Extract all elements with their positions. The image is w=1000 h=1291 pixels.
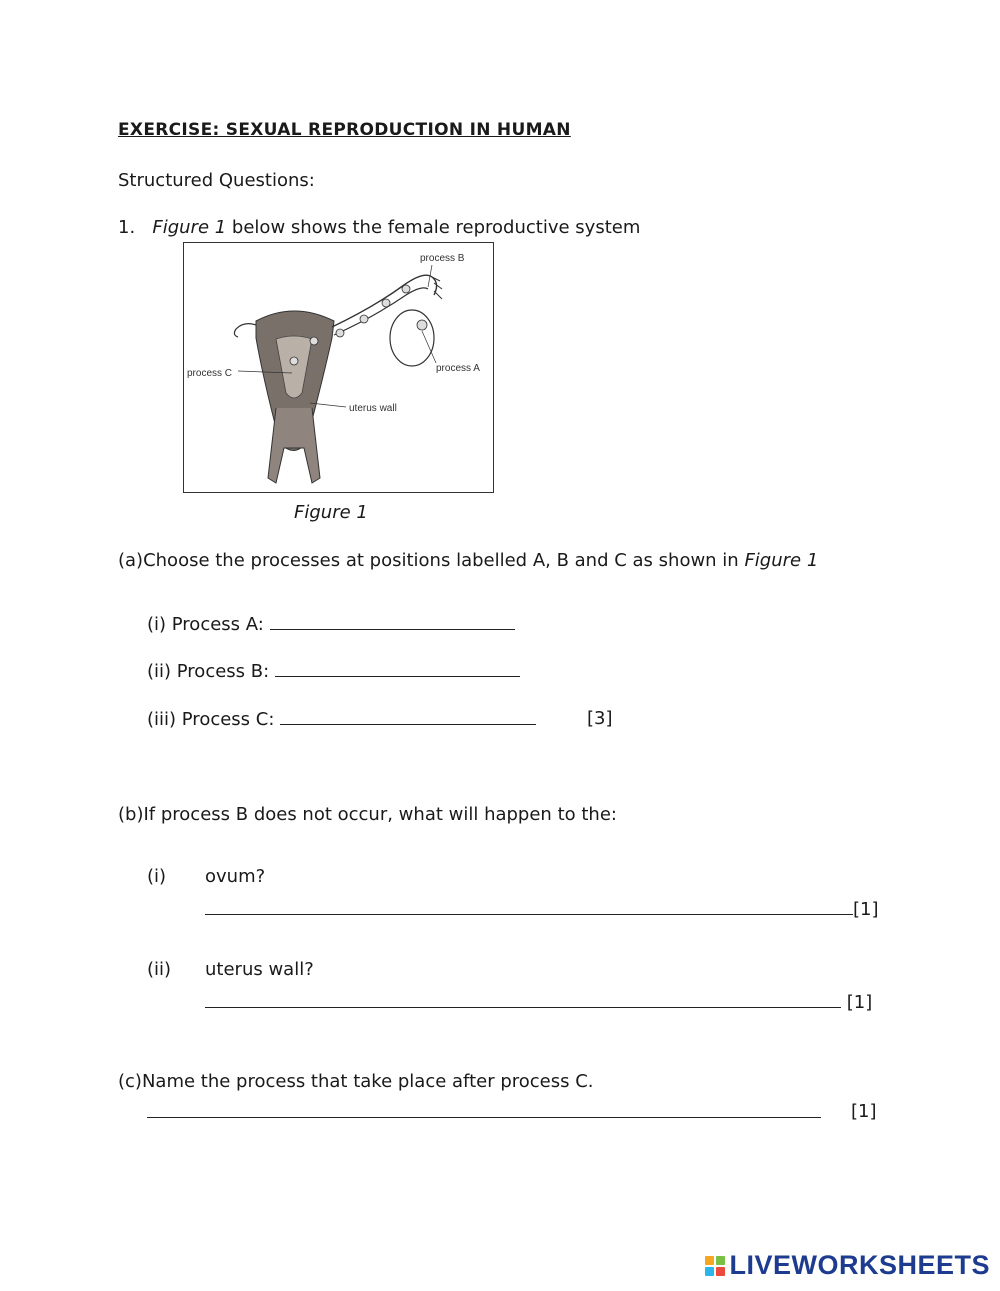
worksheet-title: EXERCISE: SEXUAL REPRODUCTION IN HUMAN xyxy=(118,120,571,140)
logo-cube xyxy=(716,1256,725,1265)
part-a-figure-ref: Figure 1 xyxy=(744,550,819,571)
process-b-answer-blank[interactable] xyxy=(275,660,520,677)
part-c-answer-blank[interactable] xyxy=(147,1101,821,1118)
part-b-item-ii-num: (ii) xyxy=(147,959,172,980)
part-a-text: Choose the processes at positions labelled A, B and C as shown in xyxy=(143,550,745,571)
part-a-item-i xyxy=(147,613,515,635)
part-b-item-i-text: ovum? xyxy=(205,866,266,887)
left-fallopian-tube xyxy=(234,324,256,337)
part-c-label: (c) xyxy=(118,1071,142,1092)
label-process-b: process B xyxy=(420,253,465,264)
process-c-label: (iii) Process C: xyxy=(147,709,275,730)
part-a-item-iii xyxy=(147,708,536,730)
ovum-marks: [1] xyxy=(853,899,879,920)
brand-name: LIVEWORKSHEETS xyxy=(729,1250,990,1280)
logo-cube xyxy=(705,1256,714,1265)
label-process-c: process C xyxy=(187,368,233,379)
part-c-marks: [1] xyxy=(851,1101,877,1122)
process-a-label: (i) Process A: xyxy=(147,614,264,635)
part-b-item-ii-answer xyxy=(205,991,872,1013)
question-1-intro xyxy=(118,217,640,238)
part-a-item-ii xyxy=(147,660,520,682)
logo-cube xyxy=(705,1267,714,1276)
part-a-marks: [3] xyxy=(587,708,613,729)
ovary xyxy=(390,310,434,366)
label-uterus-wall: uterus wall xyxy=(349,403,397,414)
figure-1-diagram xyxy=(183,242,494,493)
vagina-shape xyxy=(268,408,320,483)
part-b-item-ii-text: uterus wall? xyxy=(205,959,314,980)
intro-text: below shows the female reproductive system xyxy=(226,217,641,238)
logo-cube xyxy=(716,1267,725,1276)
process-c-answer-blank[interactable] xyxy=(280,708,536,725)
part-a-question xyxy=(118,550,818,571)
process-a-answer-blank[interactable] xyxy=(270,613,515,630)
part-b-label: (b) xyxy=(118,804,144,825)
figure-ref: Figure 1 xyxy=(152,217,227,238)
part-a-label: (a) xyxy=(118,550,144,571)
process-b-label: (ii) Process B: xyxy=(147,661,270,682)
part-c-answer xyxy=(147,1101,821,1123)
label-process-a: process A xyxy=(436,363,480,374)
uterus-wall-marks: [1] xyxy=(846,992,873,1013)
part-c-question xyxy=(118,1071,594,1092)
part-b-item-i-answer xyxy=(205,898,879,920)
figure-caption: Figure 1 xyxy=(294,502,368,523)
liveworksheets-logo xyxy=(705,1250,990,1281)
part-b-text: If process B does not occur, what will happen to the: xyxy=(143,804,617,825)
uterus-wall-answer-blank[interactable] xyxy=(205,991,841,1008)
part-b-item-i-num: (i) xyxy=(147,866,167,887)
question-number: 1. xyxy=(118,217,136,238)
part-c-text: Name the process that take place after process C. xyxy=(141,1071,594,1092)
section-subtitle: Structured Questions: xyxy=(118,170,315,191)
part-b-question xyxy=(118,804,617,825)
logo-cubes-icon xyxy=(705,1256,725,1276)
female-reproductive-system-illustration xyxy=(184,243,493,492)
ovum-answer-blank[interactable] xyxy=(205,898,853,915)
